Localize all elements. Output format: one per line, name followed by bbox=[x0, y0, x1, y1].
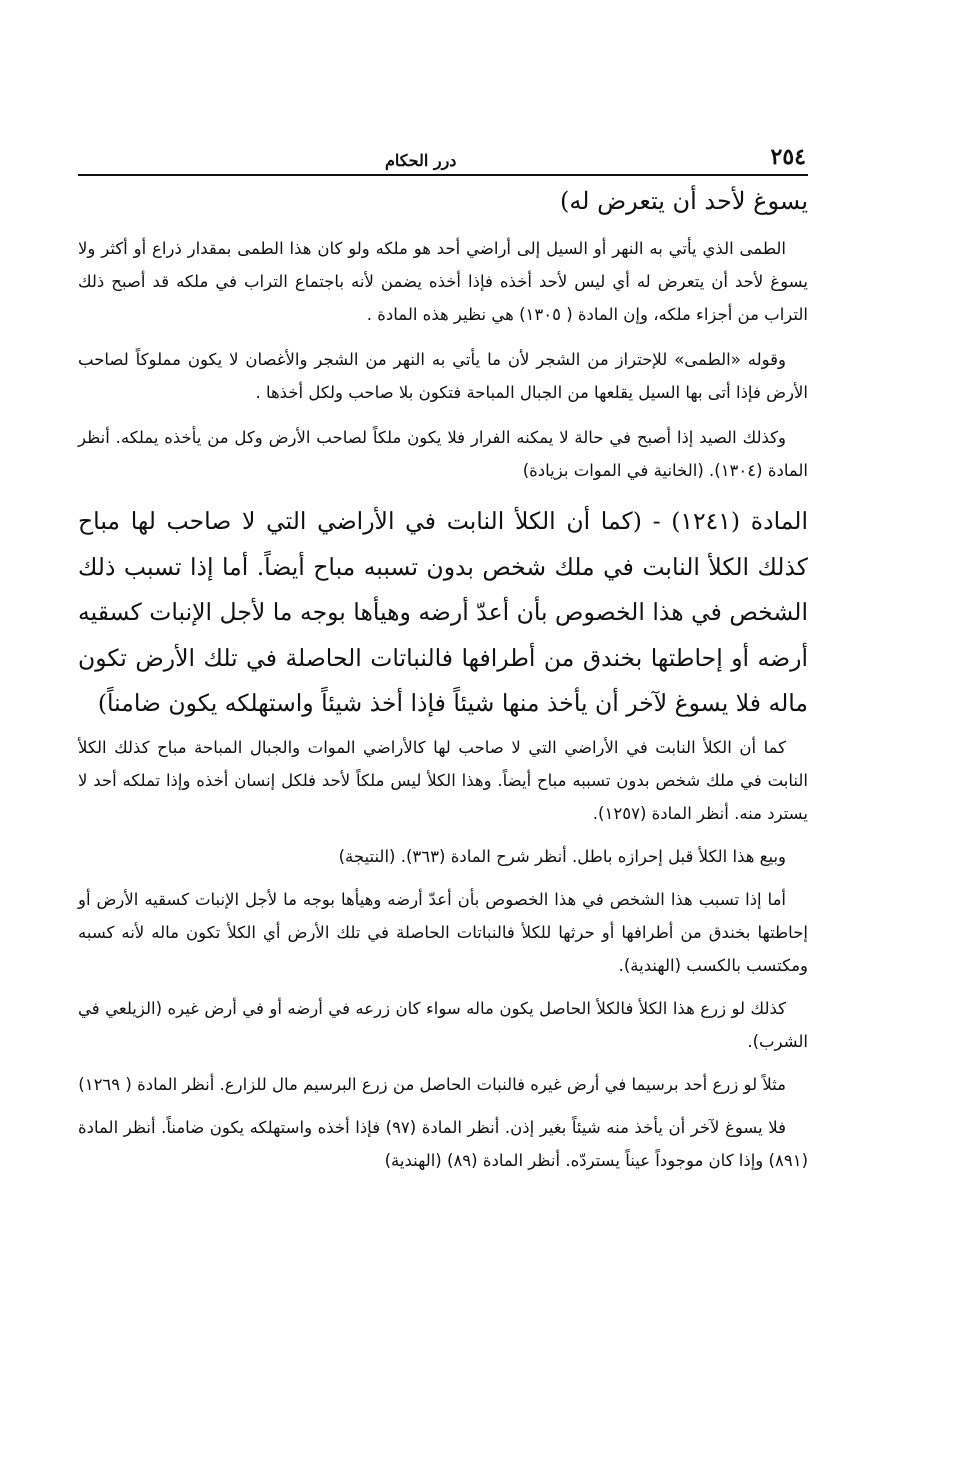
paragraph-trees: وقوله «الطمى» للإحتراز من الشجر لأن ما يأتي به النهر من الشجر والأغصان لا يكون مملوكاً لصاحب الأرض فإذا أتى بها السيل يقلعها من الجبال المباحة فتكون بلا صاحب ولكل أخذها . bbox=[78, 350, 808, 402]
page-number: ٢٥٤ bbox=[770, 144, 806, 170]
commentary-paragraph: مثلاً لو زرع أحد برسيما في أرض غيره فالنبات الحاصل من زرع البرسيم مال للزارع. أنظر المادة ( ١٢٦٩) bbox=[78, 1074, 786, 1094]
commentary-paragraph: وبيع هذا الكلأ قبل إحرازه باطل. أنظر شرح المادة (٣٦٣). (النتيجة) bbox=[338, 846, 786, 866]
paragraph-game: وكذلك الصيد إذا أصبح في حالة لا يمكنه الفرار فلا يكون ملكاً لصاحب الأرض وكل من يأخذه يملكه. أنظر المادة (١٣٠٤). (الخانية في الموات بزيادة) bbox=[78, 428, 808, 480]
book-page bbox=[78, 132, 808, 1187]
paragraph-silt: الطمى الذي يأتي به النهر أو السيل إلى أراضي أحد هو ملكه ولو كان هذا الطمى بمقدار ذراع أو أكثر ولا يسوغ لأحد أن يتعرض له أي ليس لأحد أخذه فإذا أخذه يضمن لأنه باجتماع التراب في ملكه قد أصبح ذلك التراب من أجزاء ملكه، وإن المادة ( ١٣٠٥) هي نظير هذه المادة . bbox=[78, 239, 808, 324]
continuation-line: يسوغ لأحد أن يتعرض له) bbox=[559, 187, 808, 215]
running-title: درر الحكام bbox=[385, 151, 457, 170]
page-header bbox=[78, 132, 808, 176]
commentary-paragraph: أما إذا تسبب هذا الشخص في هذا الخصوص بأن أعدّ أرضه وهيأها بوجه ما لأجل الإنبات كسقيه الأرض أو إحاطتها بخندق من أطرافها أو حرثها للكلأ فالنباتات الحاصلة في تلك الأرض أي الكلأ تكون ماله لأنه كسبه ومكتسب بالكسب (الهندية). bbox=[78, 889, 808, 975]
commentary-paragraph: كما أن الكلأ النابت في الأراضي التي لا صاحب لها كالأراضي الموات والجبال المباحة مباح كذلك الكلأ النابت في ملك شخص بدون تسببه مباح أيضاً. وهذا الكلأ ليس ملكاً لأحد فلكل إنسان أخذه وإذا تملكه أحد لا يسترد منه. أنظر المادة (١٢٥٧). bbox=[78, 737, 808, 823]
article-1241: المادة (١٢٤١) - (كما أن الكلأ النابت في الأراضي التي لا صاحب لها مباح كذلك الكلأ النابت في ملك شخص بدون تسببه مباح أيضاً. أما إذا تسبب ذلك الشخص في هذا الخصوص بأن أعدّ أرضه وهيأها بوجه ما لأجل الإنبات كسقيه أرضه أو إحاطتها بخندق من أطرافها فالنباتات الحاصلة في تلك الأرض تكون ماله فلا يسوغ لآخر أن يأخذ منها شيئاً فإذا أخذ شيئاً واستهلكه يكون ضامناً) bbox=[78, 507, 808, 717]
commentary-paragraph: فلا يسوغ لآخر أن يأخذ منه شيئاً بغير إذن. أنظر المادة (٩٧) فإذا أخذه واستهلكه يكون ضامناً. أنظر المادة (٨٩١) وإذا كان موجوداً عيناً يستردّه. أنظر المادة (٨٩) (الهندية) bbox=[78, 1117, 808, 1170]
commentary-paragraph: كذلك لو زرع هذا الكلأ فالكلأ الحاصل يكون ماله سواء كان زرعه في أرضه أو في أرض غيره (الزيلعي في الشرب). bbox=[78, 998, 808, 1051]
